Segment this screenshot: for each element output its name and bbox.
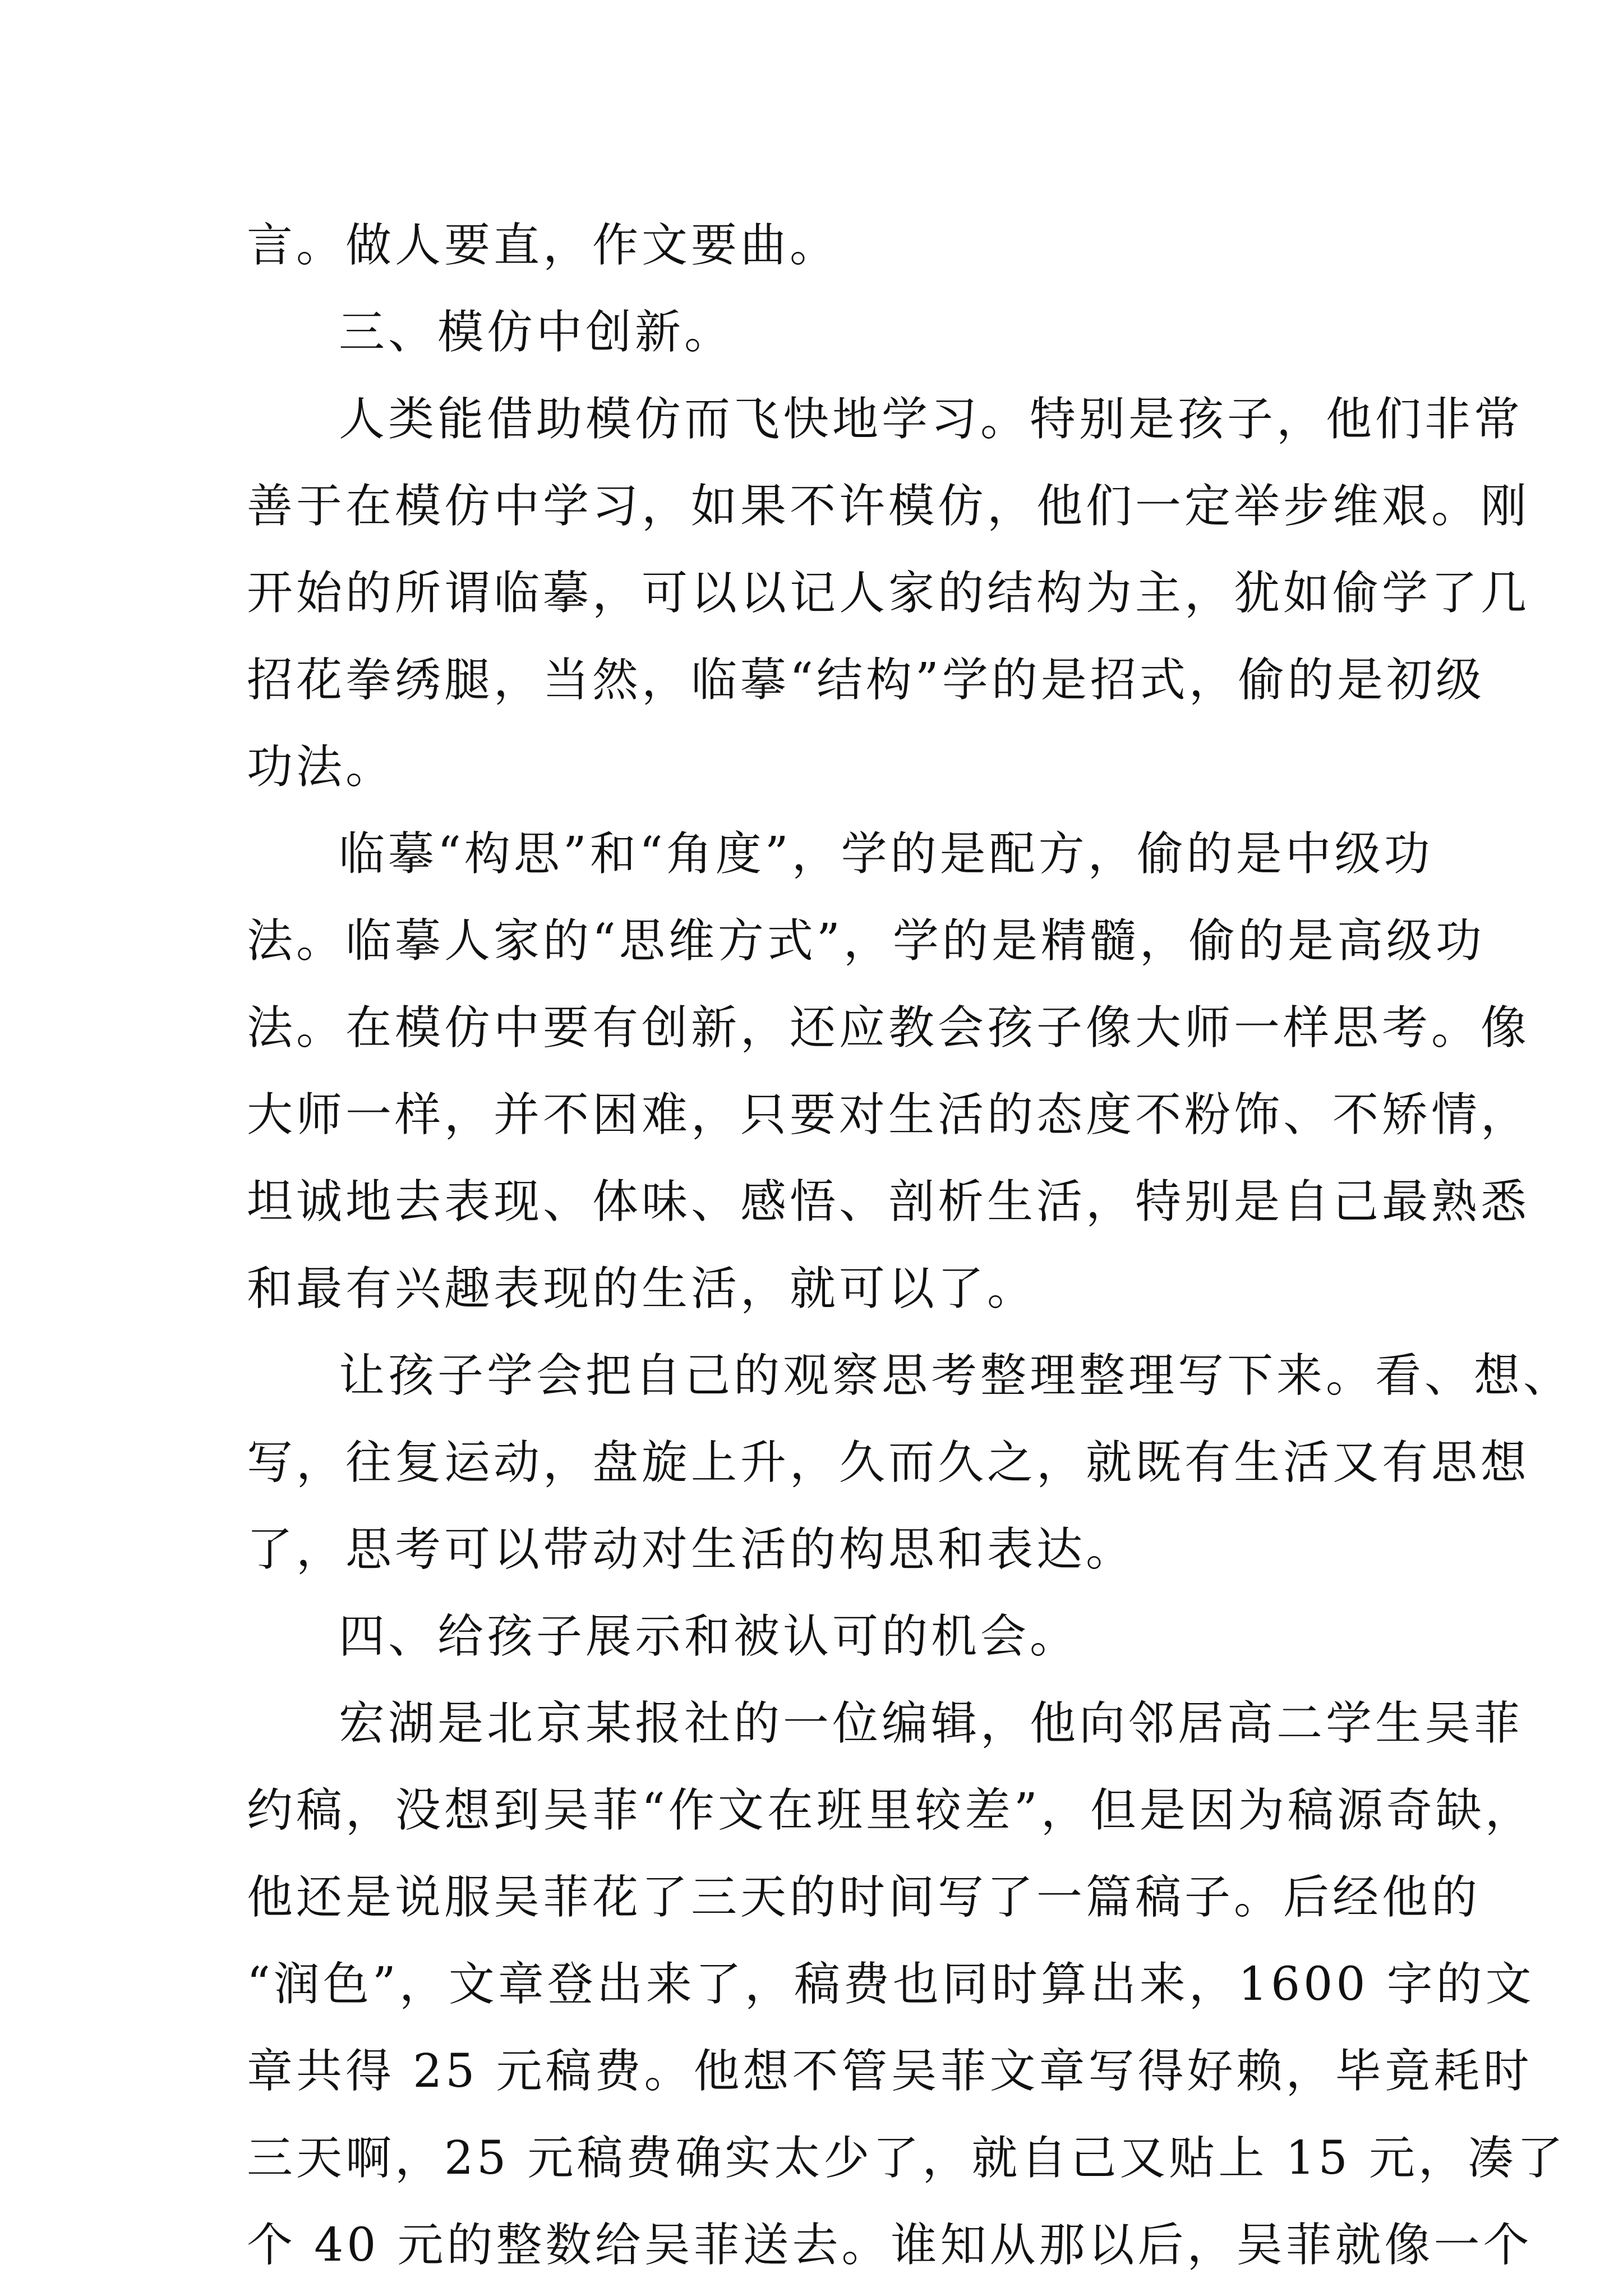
- text-line: 宏湖是北京某报社的一位编辑，他向邻居高二学生吴菲: [339, 1697, 1524, 1750]
- body-text: [247, 202, 1573, 2289]
- text-line: 了，思考可以带动对生活的构思和表达。: [247, 1523, 1136, 1576]
- text-line: 法。在模仿中要有创新，还应教会孩子像大师一样思考。像: [247, 1001, 1530, 1055]
- text-line: 坦诚地去表现、体味、感悟、剖析生活，特别是自己最熟悉: [247, 1175, 1530, 1228]
- text-line: 章共得 25 元稿费。他想不管吴菲文章写得好赖，毕竟耗时: [247, 2045, 1533, 2098]
- text-line: 约稿，没想到吴菲“作文在班里较差”，但是因为稿源奇缺，: [247, 1784, 1534, 1837]
- text-line: 功法。: [247, 740, 395, 794]
- text-line: 让孩子学会把自己的观察思考整理整理写下来。看、想、: [339, 1349, 1573, 1402]
- text-line: 和最有兴趣表现的生活，就可以了。: [247, 1262, 1037, 1315]
- text-line: 人类能借助模仿而飞快地学习。特别是孩子，他们非常: [339, 393, 1524, 446]
- text-line: 他还是说服吴菲花了三天的时间写了一篇稿子。后经他的: [247, 1871, 1481, 1924]
- text-line: 法。临摹人家的“思维方式”，学的是精髓，偷的是高级功: [247, 914, 1485, 968]
- text-line: 言。做人要直，作文要曲。: [247, 219, 840, 272]
- text-line: 善于在模仿中学习，如果不许模仿，他们一定举步维艰。刚: [247, 480, 1530, 533]
- section-heading: 四、给孩子展示和被认可的机会。: [339, 1610, 1080, 1663]
- text-line: 开始的所谓临摹，可以以记人家的结构为主，犹如偷学了几: [247, 567, 1530, 620]
- text-line: 大师一样，并不困难，只要对生活的态度不粉饰、不矫情，: [247, 1088, 1530, 1142]
- text-line: 个 40 元的整数给吴菲送去。谁知从那以后，吴菲就像一个: [247, 2219, 1533, 2272]
- text-line: 三天啊，25 元稿费确实太少了，就自己又贴上 15 元，凑了: [247, 2132, 1566, 2185]
- text-line: 临摹“构思”和“角度”，学的是配方，偷的是中级功: [339, 827, 1433, 881]
- text-line: “润色”，文章登出来了，稿费也同时算出来，1600 字的文: [247, 1958, 1535, 2011]
- text-line: 写，往复运动，盘旋上升，久而久之，就既有生活又有思想: [247, 1436, 1530, 1489]
- section-heading: 三、模仿中创新。: [339, 306, 734, 359]
- text-line: 招花拳绣腿，当然，临摹“结构”学的是招式，偷的是初级: [247, 654, 1485, 707]
